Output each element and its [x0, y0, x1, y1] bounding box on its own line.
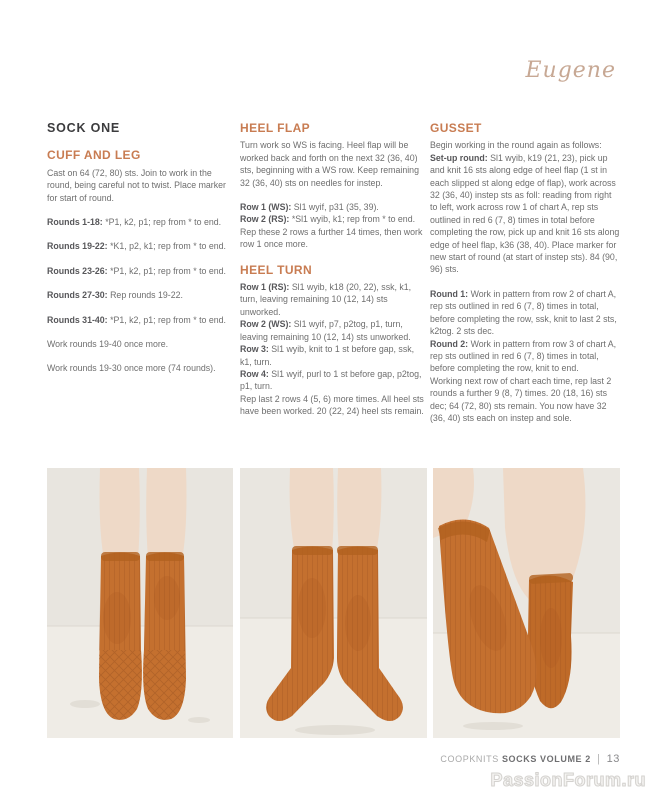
heel-flap-row-2	[240, 213, 427, 225]
heel-turn-heading: HEEL TURN	[240, 262, 313, 277]
gusset-round-2	[430, 338, 621, 375]
heel-turn-row-2	[240, 318, 427, 343]
right-sock-cuff	[337, 546, 378, 555]
heel-flap-intro: Turn work so WS is facing. Heel flap will be worked back and forth on the next 32 (36, 40) sts, beginning with a WS row. Keep remaining 32 (36, 40) sts on needles for instep.	[240, 140, 419, 188]
round-text: *K1, p2, k1; rep from * to end.	[110, 241, 226, 252]
sock-photo-front-illustration	[47, 468, 233, 738]
heel-turn-outro: Rep last 2 rows 4 (5, 6) more times. All heel sts have been worked. 20 (22, 24) heel sts remain.	[240, 393, 424, 417]
watermark: PassionForum.ru	[490, 770, 646, 790]
heel-turn-row-3	[240, 343, 427, 368]
right-sock-cuff	[146, 552, 184, 561]
sock-photo-back-view	[240, 468, 427, 738]
cuff-outro-2: Work rounds 19-30 once more (74 rounds).	[47, 363, 216, 374]
round-text: *P1, k2, p1; rep from * to end.	[105, 217, 222, 228]
cuff-round-1	[47, 216, 227, 228]
left-leg-skin	[290, 468, 334, 554]
round-label: Rounds 19-22:	[47, 241, 108, 252]
round-text: *P1, k2, p1; rep from * to end.	[110, 314, 226, 325]
left-sock-toe-texture	[99, 650, 142, 720]
yarn-shade	[298, 578, 326, 638]
sock-photo-tiptoe-view	[433, 468, 620, 738]
row-text: Sl1 wyib, k18 (20, 22), ssk, k1, turn, leaving remaining 10 (12, 14) sts unworked.	[240, 282, 412, 317]
floor-mark	[70, 700, 100, 708]
row-label: Row 1 (RS):	[240, 282, 290, 293]
cuff-round-3	[47, 265, 227, 277]
gusset-outro: Working next row of chart each time, rep last 2 rounds a further 9 (8, 7) times. 20 (18, 16) sts dec; 64 (72, 80) sts remain. You now have 32 (36, 40) sts each on instep and sole.	[430, 375, 612, 423]
yarn-shade	[540, 608, 562, 668]
column-cuff-and-leg	[47, 122, 227, 387]
round-text: *P1, k2, p1; rep from * to end.	[110, 265, 226, 276]
left-leg-skin	[100, 468, 140, 560]
column-gusset	[430, 122, 621, 424]
yarn-shade	[154, 576, 180, 620]
row-text: Sl1 wyib, knit to 1 st before gap, ssk, k1, turn.	[240, 344, 415, 367]
row-label: Row 4:	[240, 368, 269, 379]
heel-flap-outro: Rep these 2 rows a further 14 times, then work row 1 once more.	[240, 226, 423, 250]
footer-separator: |	[596, 753, 601, 765]
row-text: *Sl1 wyib, k1; rep from * to end.	[291, 214, 416, 225]
round-text: Work in pattern from row 3 of chart A, rep sts outlined in red 6 (7, 8) times in total, before completing the row, knit to end.	[430, 338, 617, 374]
page-footer	[440, 753, 620, 765]
round-label: Round 2:	[430, 338, 469, 349]
row-text: Sl1 wyif, p31 (35, 39).	[293, 202, 379, 213]
floor-mark	[188, 717, 210, 723]
right-leg-skin	[146, 468, 186, 560]
column-heel	[240, 122, 427, 418]
heel-flap-row-1	[240, 201, 427, 213]
round-text: Rep rounds 19-22.	[110, 290, 183, 301]
row-label: Row 2 (RS):	[240, 214, 290, 225]
right-sock-toe-texture	[143, 650, 186, 720]
round-text: Work in pattern from row 2 of chart A, rep sts outlined in red 6 (7, 8) times in total, before completing the row, ssk, knit to last 2 sts, k2tog. 2 sts dec.	[430, 288, 617, 337]
row-label: Row 3:	[240, 344, 269, 355]
heel-flap-heading: HEEL FLAP	[240, 121, 311, 135]
cuff-and-leg-heading: CUFF AND LEG	[47, 148, 141, 163]
yarn-shade	[103, 592, 131, 644]
cuff-intro: Cast on 64 (72, 80) sts. Join to work in the round, being careful not to twist. Place marker for start of round.	[47, 167, 226, 203]
round-label: Rounds 1-18:	[47, 217, 103, 228]
page-number: 13	[606, 753, 620, 765]
sock-one-title: SOCK ONE	[47, 121, 121, 135]
gusset-intro: Begin working in the round again as follows:	[430, 140, 602, 151]
pattern-name-eugene: Eugene	[525, 58, 616, 83]
floor-mark	[463, 722, 523, 730]
heel-turn-row-4	[240, 368, 427, 393]
heel-turn-row-1	[240, 281, 427, 318]
round-label: Round 1:	[430, 288, 469, 299]
cuff-round-4	[47, 289, 227, 301]
left-sock-cuff	[101, 552, 140, 561]
round-label: Set-up round:	[430, 152, 488, 163]
round-text: Sl1 wyib, k19 (21, 23), pick up and knit 16 sts along edge of heel flap (1 st in each slipped st along edge of flap), work across 32 (36, 40) instep sts as foll: reading from right to left, work across row 1 of chart A, rep sts outlined in red 6 (7, 8) times in total before completing the row, pick up and knit 16 sts along edge of heel flap, k36 (38, 40). Place marker for new start of round (at start of instep sts). 84 (90, 96) sts.	[430, 152, 620, 275]
row-text: Sl1 wyif, purl to 1 st before gap, p2tog, p1, turn.	[240, 368, 422, 392]
gusset-heading: GUSSET	[430, 121, 482, 135]
gusset-setup-round	[430, 152, 621, 276]
sock-photo-tiptoe-illustration	[433, 468, 620, 738]
left-sock-cuff	[292, 546, 333, 555]
row-label: Row 1 (WS):	[240, 202, 292, 213]
row-text: Sl1 wyif, p7, p2tog, p1, turn, leaving remaining 10 (12, 14) sts unworked.	[240, 319, 411, 342]
sock-photo-front-view	[47, 468, 233, 738]
row-label: Row 2 (WS):	[240, 319, 292, 330]
round-label: Rounds 23-26:	[47, 265, 108, 276]
cuff-round-5	[47, 314, 227, 326]
round-label: Rounds 31-40:	[47, 314, 108, 325]
cuff-outro-1: Work rounds 19-40 once more.	[47, 339, 169, 350]
gusset-round-1	[430, 288, 621, 338]
right-leg-skin	[337, 468, 381, 554]
footer-publisher: COOPKNITS	[440, 754, 499, 764]
yarn-shade	[345, 595, 371, 651]
round-label: Rounds 27-30:	[47, 290, 108, 301]
floor-mark	[295, 725, 375, 735]
footer-series-title: SOCKS VOLUME 2	[501, 754, 591, 764]
sock-photo-back-illustration	[240, 468, 427, 738]
cuff-round-2	[47, 240, 227, 252]
